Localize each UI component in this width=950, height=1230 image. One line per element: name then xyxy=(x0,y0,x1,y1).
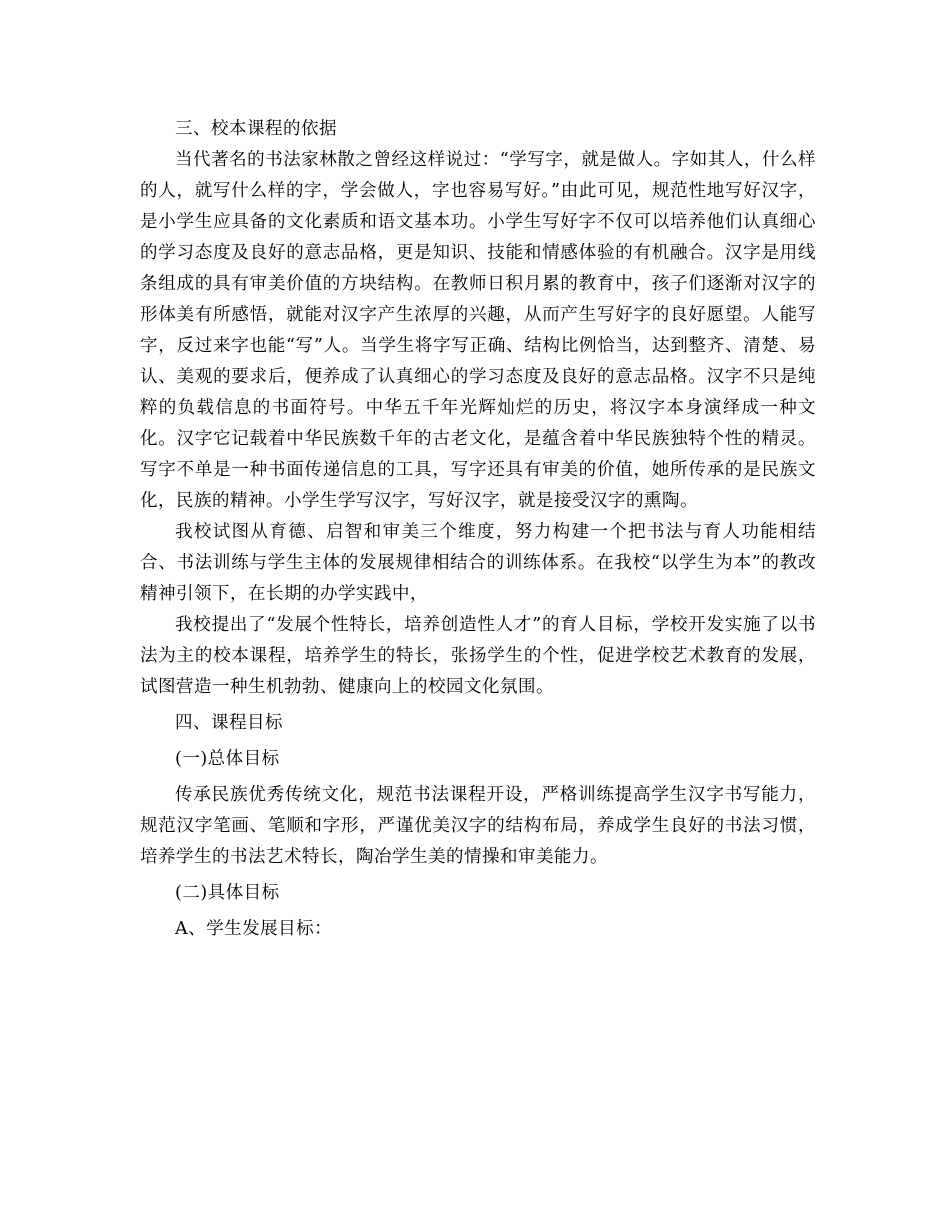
paragraph-school-goal: 我校提出了“发展个性特长，培养创造性人才”的育人目标，学校开发实施了以书法为主的校本课程，培养学生的特长，张扬学生的个性，促进学校艺术教育的发展，试图营造一种生机勃勃、健康向上的校园文化氛围。 xyxy=(140,615,816,697)
section-heading-3: 三、校本课程的依据 xyxy=(175,119,337,139)
subheading-student-goal: A、学生发展目标： xyxy=(175,919,333,939)
document-body xyxy=(140,114,816,945)
paragraph-school-attempt: 我校试图从育德、启智和审美三个维度，努力构建一个把书法与育人功能相结合、书法训练与学生主体的发展规律相结合的训练体系。在我校“以学生为本”的教改精神引领下，在长期的办学实践中， xyxy=(140,522,816,604)
paragraph-basis: 当代著名的书法家林散之曾经这样说过：“学写字，就是做人。字如其人，什么样的人，就写什么样的字，学会做人，字也容易写好。”由此可见，规范性地写好汉字，是小学生应具备的文化素质和语文基本功。小学生写好字不仅可以培养他们认真细心的学习态度及良好的意志品格，更是知识、技能和情感体验的有机融合。汉字是用线条组成的具有审美价值的方块结构。在教师日积月累的教育中，孩子们逐渐对汉字的形体美有所感悟，就能对汉字产生浓厚的兴趣，从而产生写好字的良好愿望。人能写字，反过来字也能“写”人。当学生将字写正确、结构比例恰当，达到整齐、清楚、易认、美观的要求后，便养成了认真细心的学习态度及良好的意志品格。汉字不只是纯粹的负载信息的书面符号。中华五千年光辉灿烂的历史，将汉字本身演绎成一种文化。汉字它记载着中华民族数千年的古老文化，是蕴含着中华民族独特个性的精灵。写字不单是一种书面传递信息的工具，写字还具有审美的价值，她所传承的是民族文化，民族的精神。小学生学写汉字，写好汉字，就是接受汉字的熏陶。 xyxy=(140,150,816,511)
subheading-overall-goal: (一)总体目标 xyxy=(175,749,280,769)
section-heading-4: 四、课程目标 xyxy=(175,713,283,733)
paragraph-overall-goal: 传承民族优秀传统文化，规范书法课程开设，严格训练提高学生汉字书写能力，规范汉字笔画、笔顺和字形，严谨优美汉字的结构布局，养成学生良好的书法习惯，培养学生的书法艺术特长，陶冶学生美的情操和审美能力。 xyxy=(140,785,816,867)
subheading-specific-goal: (二)具体目标 xyxy=(175,883,280,903)
